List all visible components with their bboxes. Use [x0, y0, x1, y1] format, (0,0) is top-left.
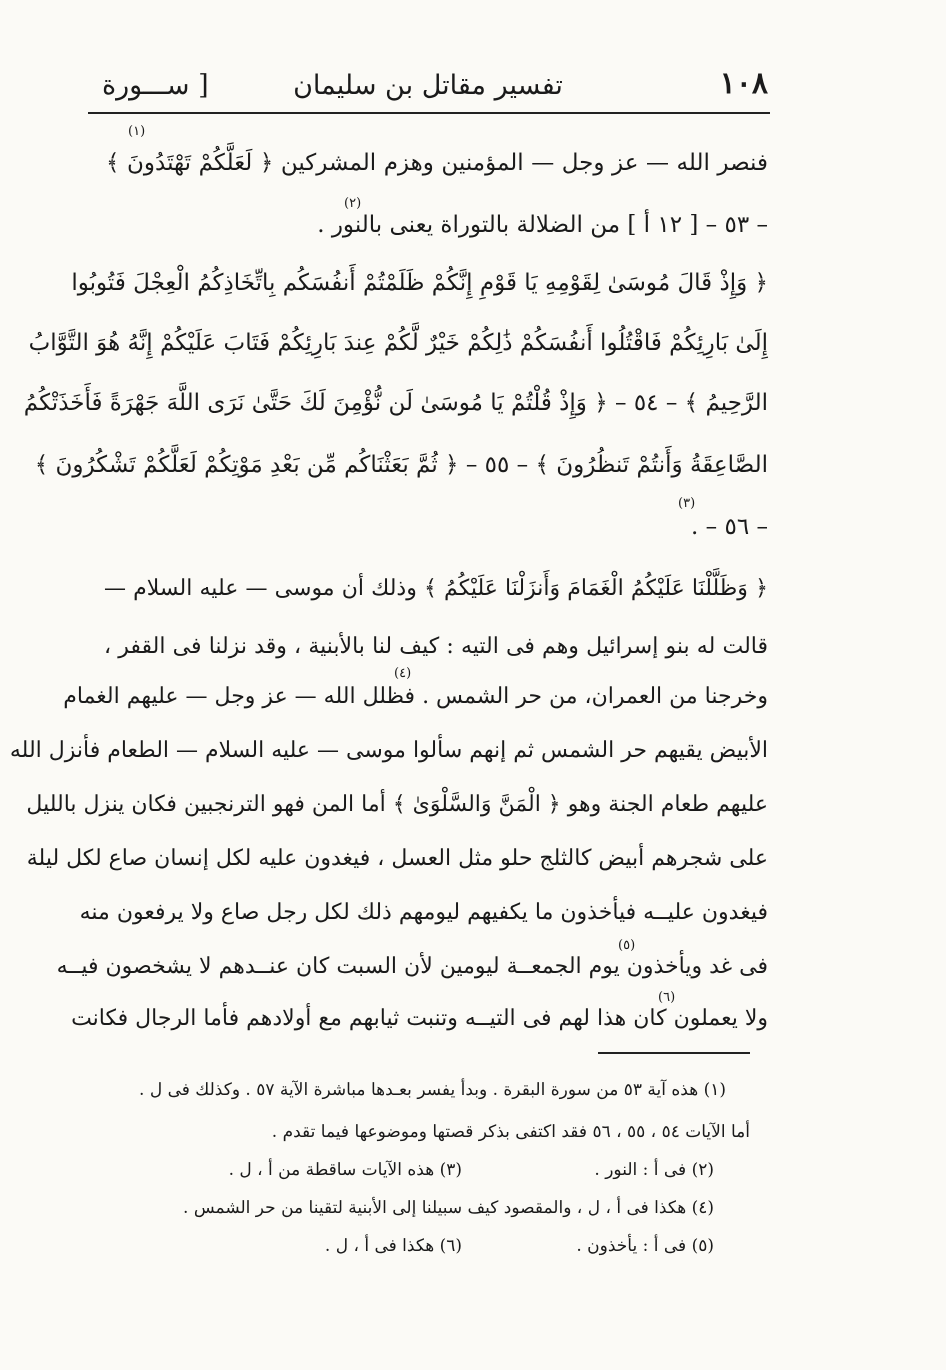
- commentary-line-9: ولا يعملون كان هذا لهم فى التيــه وتنبت ثيابهم مع أولادهم فأما الرجال فكانت: [71, 1006, 768, 1031]
- footnote-1a: (١) هذه آية ٥٣ من سورة البقرة . وبدأ يفسر بعـدها مباشرة الآية ٥٧ . وكذلك فى ل .: [139, 1080, 726, 1100]
- commentary-line-6: على شجرهم أبيض كالثلج حلو مثل العسل ، فيغدون عليه لكل إنسان صاع لكل ليلة: [26, 846, 768, 871]
- footnote-marker-3: (٣): [678, 496, 696, 511]
- page-number: ١٠٨: [719, 66, 768, 101]
- footnote-marker-6: (٦): [658, 990, 676, 1005]
- verse-line-2: إِلَىٰ بَارِئِكُمْ فَاقْتُلُوا أَنفُسَكُمْ ذَٰلِكُمْ خَيْرٌ لَّكُمْ عِندَ بَارِئِكُمْ فَتَابَ عَلَيْكُمْ إِنَّهُ هُوَ التَّوَّابُ: [28, 330, 768, 356]
- verse-line-1: ﴿ وَإِذْ قَالَ مُوسَىٰ لِقَوْمِهِ يَا قَوْمِ إِنَّكُمْ ظَلَمْتُمْ أَنفُسَكُم بِاتِّخَاذِكُمُ الْعِجْلَ فَتُوبُوا: [71, 270, 768, 296]
- footnote-2: (٢) فى أ : النور .: [594, 1160, 714, 1180]
- commentary-line-1: ﴿ وَظَلَّلْنَا عَلَيْكُمُ الْغَمَامَ وَأَنزَلْنَا عَلَيْكُمُ ﴾ وذلك أن موسى — عليه السلام —: [104, 576, 768, 601]
- footnote-6: (٦) هكذا فى أ ، ل .: [324, 1236, 462, 1256]
- commentary-line-7: فيغدون عليــه فيأخذون ما يكفيهم ليومهم ذلك لكل رجل صاع ولا يرفعون منه: [79, 900, 768, 925]
- header-rule: [88, 112, 770, 114]
- book-title: تفسير مقاتل بن سليمان: [293, 70, 563, 101]
- surah-label: [ ســـورة: [102, 70, 209, 101]
- commentary-line-8: فى غد ويأخذون يوم الجمعــة ليومين لأن السبت كان عنــدهم لا يشخصون فيــه: [56, 954, 768, 979]
- footnote-marker-4: (٤): [394, 666, 412, 681]
- footnote-5: (٥) فى أ : يأخذون .: [576, 1236, 714, 1256]
- footnote-marker-5: (٥): [618, 938, 636, 953]
- intro-line-2: – ٥٣ – [ ١٢ أ ] من الضلالة بالتوراة يعنى بالنور .: [317, 212, 768, 238]
- verse-line-4: الصَّاعِقَةُ وَأَنتُمْ تَنظُرُونَ ﴾ – ٥٥ – ﴿ ثُمَّ بَعَثْنَاكُم مِّن بَعْدِ مَوْتِكُمْ لَعَلَّكُمْ تَشْكُرُونَ ﴾: [34, 452, 768, 478]
- footnote-marker-1: (١): [128, 124, 146, 139]
- footnote-1b: أما الآيات ٥٤ ، ٥٥ ، ٥٦ فقد اكتفى بذكر قصتها وموضوعها فيما تقدم .: [271, 1122, 750, 1142]
- verse-line-3: الرَّحِيمُ ﴾ – ٥٤ – ﴿ وَإِذْ قُلْتُمْ يَا مُوسَىٰ لَن نُّؤْمِنَ لَكَ حَتَّىٰ نَرَى اللَّهَ جَهْرَةً فَأَخَذَتْكُمُ: [23, 390, 768, 416]
- footnote-rule: [598, 1052, 750, 1054]
- page-header: [88, 66, 768, 112]
- commentary-line-3: وخرجنا من العمران، من حر الشمس . فظلل الله — عز وجل — عليهم الغمام: [63, 684, 768, 709]
- footnote-3: (٣) هذه الآيات ساقطة من أ ، ل .: [228, 1160, 462, 1180]
- footnote-marker-2: (٢): [344, 196, 362, 211]
- commentary-line-5: عليهم طعام الجنة وهو ﴿ الْمَنَّ وَالسَّلْوَىٰ ﴾ أما المن فهو الترنجبين فكان ينزل بالليل: [26, 792, 768, 817]
- commentary-line-4: الأبيض يقيهم حر الشمس ثم إنهم سألوا موسى — عليه السلام — الطعام فأنزل الله: [9, 738, 768, 763]
- commentary-line-2: قالت له بنو إسرائيل وهم فى التيه : كيف لنا بالأبنية ، وقد نزلنا فى القفر ،: [104, 634, 768, 659]
- verse-line-5: – ٥٦ – .: [691, 514, 768, 540]
- intro-line-1: فنصر الله — عز وجل — المؤمنين وهزم المشركين ﴿ لَعَلَّكُمْ تَهْتَدُونَ ﴾: [106, 150, 768, 176]
- footnote-4: (٤) هكذا فى أ ، ل ، والمقصود كيف سبيلنا إلى الأبنية لتقينا من حر الشمس .: [183, 1198, 714, 1218]
